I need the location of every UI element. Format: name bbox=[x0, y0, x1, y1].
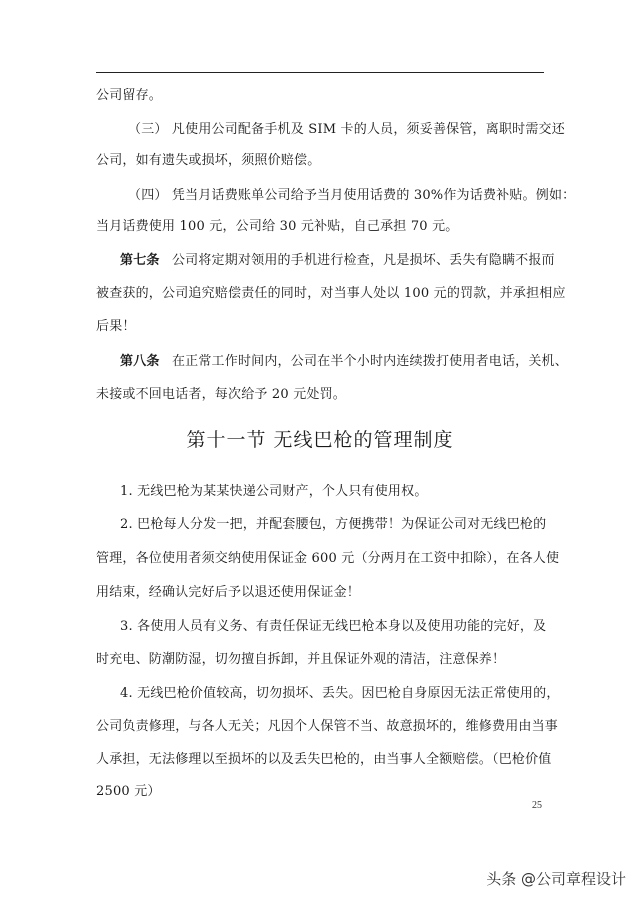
page-number: 25 bbox=[532, 800, 542, 811]
text-line: 当月话费使用 100 元，公司给 30 元补贴，自己承担 70 元。 bbox=[96, 219, 459, 234]
text-line: 用结束，经确认完好后予以退还使用保证金！ bbox=[96, 585, 361, 600]
text-line: 人承担，无法修理以至损坏的以及丢失巴枪的，由当事人全额赔偿。（巴枪价值 bbox=[96, 752, 552, 767]
text-line: 在正常工作时间内，公司在半个小时内连续拨打使用者电话，关机、 bbox=[171, 354, 568, 369]
section-heading: 第十一节 无线巴枪的管理制度 bbox=[186, 429, 454, 451]
text-line: （三） 凡使用公司配备手机及 SIM 卡的人员，须妥善保管，离职时需交还 bbox=[128, 122, 565, 137]
text-line: 公司负责修理，与各人无关；凡因个人保管不当、故意损坏的，维修费用由当事 bbox=[96, 719, 559, 734]
watermark: 头条 @公司章程设计 bbox=[486, 870, 626, 888]
text-line: 被查获的，公司追究赔偿责任的同时，对当事人处以 100 元的罚款，并承担相应 bbox=[96, 286, 566, 301]
text-line: 公司，如有遗失或损坏，须照价赔偿。 bbox=[96, 153, 321, 168]
text-line: 后果！ bbox=[96, 319, 136, 334]
article-8-line bbox=[120, 354, 568, 370]
article-8-label: 第八条 bbox=[120, 354, 160, 369]
article-7-line bbox=[120, 253, 555, 269]
text-line: 公司将定期对领用的手机进行检查，凡是损坏、丢失有隐瞒不报而 bbox=[171, 253, 555, 268]
header-rule bbox=[96, 72, 544, 73]
text-line: 公司留存。 bbox=[96, 88, 163, 103]
text-line: 1. 无线巴枪为某某快递公司财产，个人只有使用权。 bbox=[120, 484, 428, 499]
text-line: 3. 各使用人员有义务、有责任保证无线巴枪本身以及使用功能的完好，及 bbox=[120, 619, 547, 634]
text-line: 4. 无线巴枪价值较高，切勿损坏、丢失。因巴枪自身原因无法正常使用的， bbox=[120, 686, 560, 701]
text-line: 2. 巴枪每人分发一把，并配套腰包，方便携带！为保证公司对无线巴枪的 bbox=[120, 517, 547, 532]
text-line: 未接或不回电话者，每次给予 20 元处罚。 bbox=[96, 387, 347, 402]
text-line: （四） 凭当月话费账单公司给予当月使用话费的 30%作为话费补贴。例如： bbox=[128, 188, 576, 203]
article-7-label: 第七条 bbox=[120, 253, 160, 268]
text-line: 管理，各位使用者须交纳使用保证金 600 元（分两月在工资中扣除），在各人使 bbox=[96, 551, 560, 566]
text-line: 时充电、防潮防湿，切勿擅自拆卸，并且保证外观的清洁，注意保养！ bbox=[96, 652, 506, 667]
text-line: 2500 元） bbox=[96, 784, 161, 799]
